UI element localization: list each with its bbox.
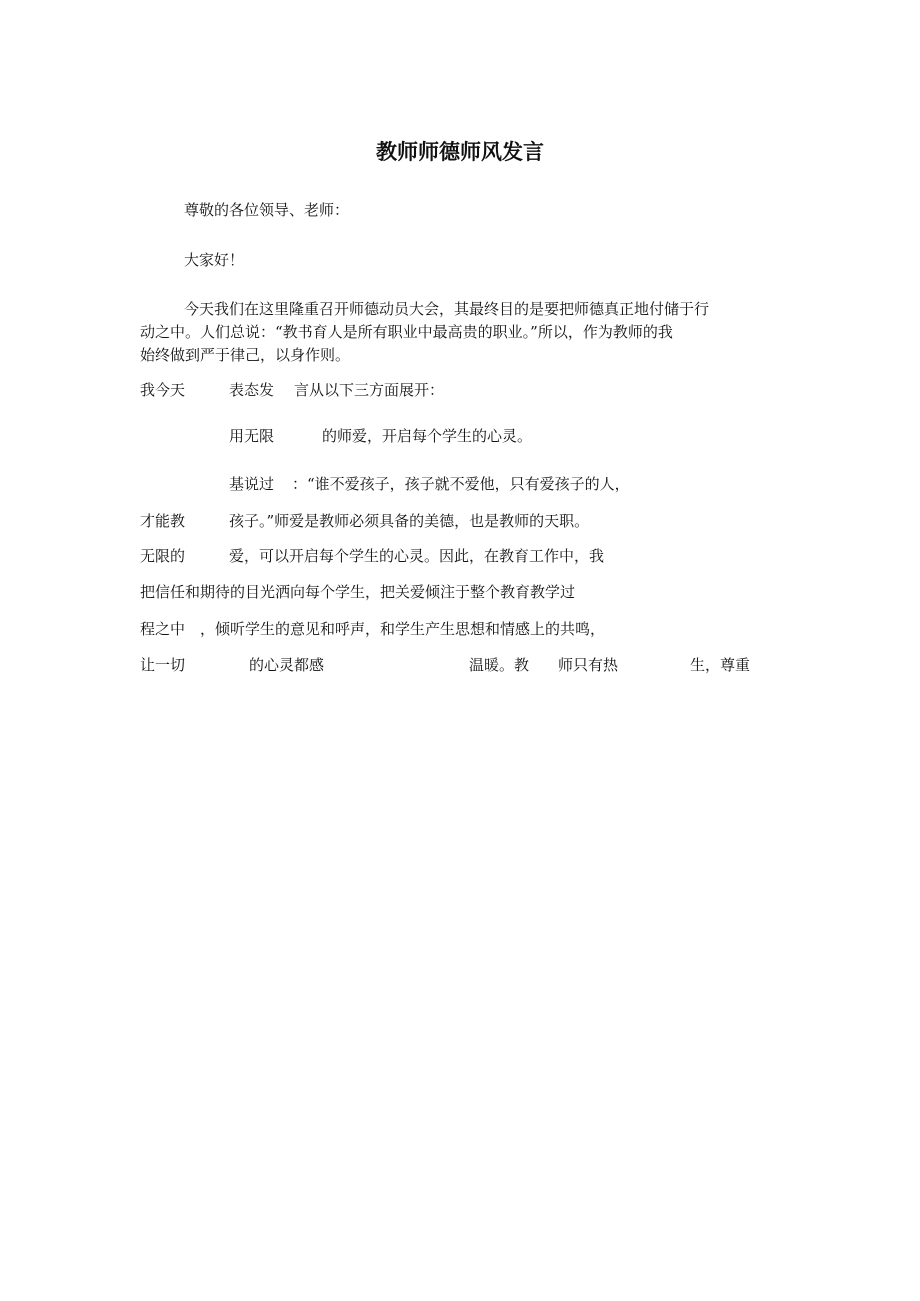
row3-seg-1: 基说过 (229, 475, 275, 493)
row2-seg-1: 用无限 (229, 427, 275, 445)
intro-line-3: 始终做到严于律己，以身作则。 (140, 346, 351, 364)
row8-seg-4: 师只有热 (558, 656, 619, 674)
row1-seg-2: 表态发 (229, 381, 275, 399)
row8-seg-2: 的心灵都感 (249, 656, 325, 674)
row1-seg-1: 我今天 (140, 381, 186, 399)
greeting-line: 尊敬的各位领导、老师： (184, 201, 350, 219)
row4-seg-1: 才能教 (140, 512, 186, 530)
intro-line-2: 动之中。人们总说：“教书育人是所有职业中最高贵的职业。”所以，作为教师的我 (140, 323, 673, 341)
hello-line: 大家好！ (184, 251, 245, 269)
document-title: 教师师德师风发言 (376, 140, 544, 164)
row4-seg-2: 孩子。”师爱是教师必须具备的美德，也是教师的天职。 (229, 512, 590, 530)
row5-seg-2: 爱，可以开启每个学生的心灵。因此，在教育工作中，我 (229, 547, 605, 565)
intro-line-1: 今天我们在这里隆重召开师德动员大会，其最终目的是要把师德真正地付储于行 (184, 300, 710, 318)
row3-seg-2: ：“谁不爱孩子，孩子就不爱他，只有爱孩子的人， (292, 475, 630, 493)
row5-seg-1: 无限的 (140, 547, 186, 565)
row8-seg-1: 让一切 (140, 656, 186, 674)
row7-seg-2: ，倾听学生的意见和呼声，和学生产生思想和情感上的共鸣， (200, 620, 606, 638)
row1-seg-3: 言从以下三方面展开： (294, 381, 445, 399)
row8-seg-3: 温暖。教 (469, 656, 530, 674)
row8-seg-5: 生，尊重 (690, 656, 751, 674)
row6-line: 把信任和期待的目光洒向每个学生，把关爱倾注于整个教育教学过 (140, 583, 576, 601)
row2-seg-2: 的师爱，开启每个学生的心灵。 (322, 427, 533, 445)
row7-seg-1: 程之中 (140, 620, 186, 638)
